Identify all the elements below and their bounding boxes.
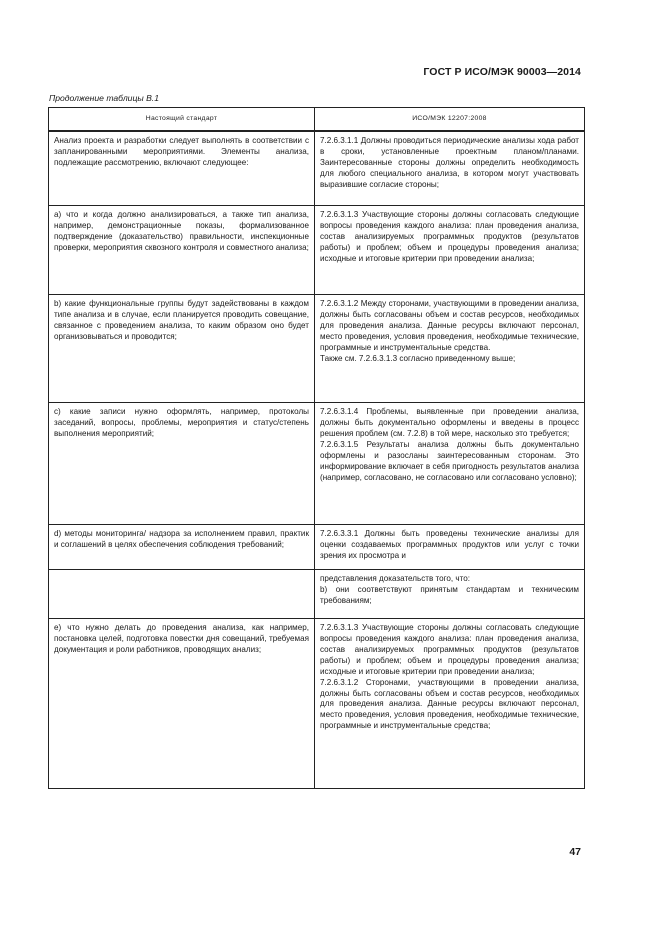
table-cell-left [49,619,315,789]
table-cell-right [315,619,585,789]
table-row [49,525,585,570]
table-caption: Продолжение таблицы В.1 [49,93,159,103]
table-cell-left [49,206,315,295]
table-cell-right [315,525,585,570]
cell-text: 7.2.6.3.1.4 Проблемы, выявленные при проведении анализа, должны быть документально оформлены и введены в процесс решения проблем (см. 7.2.8) в той мере, насколько это требуется; [320,407,579,439]
comparison-table [48,107,585,789]
cell-text: представления доказательств того, что: [320,574,471,584]
table-cell-right [315,206,585,295]
table-row [49,619,585,789]
table-row [49,206,585,295]
cell-text: 7.2.6.3.1.5 Результаты анализа должны быть документально оформлены и разосланы заинтересованным сторонам. Это информирование включает в себя пригодность результатов анализа (например, согласовано, не согласовано или согласовано условно); [320,440,579,482]
table-cell-right [315,570,585,619]
table-row [49,403,585,525]
cell-text: b) они соответствуют принятым стандартам и техническим требованиям; [320,585,579,605]
table-cell-left [49,131,315,206]
table-row [49,131,585,206]
cell-text: 7.2.6.3.1.3 Участвующие стороны должны согласовать следующие вопросы проведения каждого анализа: план проведения анализа, состав анализируемых программных продуктов (результатов работы) и проблем; объем и процедуры проведения анализа; исходные и итоговые критерии при проведении анализа; [320,623,579,676]
table-cell-left [49,295,315,403]
cell-text: 7.2.6.3.3.1 Должны быть проведены технические анализы для оценки создаваемых программных продуктов или услуг с точки зрения их просмотра и [320,529,579,561]
table-row [49,295,585,403]
cell-text: e) что нужно делать до проведения анализа, как например, постановка целей, подготовка повестки дня совещаний, требуемая документация и роли работников, проводящих анализ; [54,623,309,654]
table-cell-right [315,403,585,525]
table-cell-left [49,525,315,570]
table-cell-left [49,403,315,525]
cell-text: Также см. 7.2.6.3.1.3 согласно приведенному выше; [320,353,516,363]
cell-text: 7.2.6.3.1.2 Между сторонами, участвующими в проведении анализа, должны быть согласованы объем и состав ресурсов, необходимых для проведения анализа. Данные ресурсы включают персонал, место проведения, условия проведения, необходимые технические, программные и инструментальные средства. [320,299,579,353]
column-header-this-standard: Настоящий стандарт [49,108,315,131]
column-header-iso-12207: ИСО/МЭК 12207:2008 [315,108,585,131]
table-cell-right [315,295,585,403]
cell-text: 7.2.6.3.1.1 Должны проводиться периодические анализы хода работ в сроки, установленные проектным планом/планами. Заинтересованные стороны должны определить необходимость для любого специального анализа, в котором могут участвовать выразившие согласие стороны; [320,135,579,189]
table-header-row [49,108,585,131]
cell-text: c) какие записи нужно оформлять, например, протоколы заседаний, вопросы, проблемы, мероприятия и статус/степень выполнения мероприятий; [54,407,309,439]
cell-text: 7.2.6.3.1.3 Участвующие стороны должны согласовать следующие вопросы проведения каждого анализа: план проведения анализа, состав анализируемых программных продуктов (результатов работы) и проблем; объем и процедуры проведения анализа; исходные и итоговые критерии при проведении анализа; [320,210,579,264]
cell-text: d) методы мониторинга/ надзора за исполнением правил, практик и соглашений в целях обеспечения соблюдения требований; [54,529,309,550]
cell-text: a) что и когда должно анализироваться, а также тип анализа, например, демонстрационные показы, формализованное подтверждение (доказательство) правильности, инспекционные проверки, мероприятия сквозного контроля и совместного анализа; [54,210,309,253]
cell-text: 7.2.6.3.1.2 Сторонами, участвующими в проведении анализа, должны быть согласованы объем и состав ресурсов, необходимых для проведения анализа. Данные ресурсы включают персонал, место проведения, условия проведения, необходимые технические, программные и инструментальные средства; [320,677,579,731]
page-number: 47 [569,846,581,858]
table-cell-left [49,570,315,619]
cell-text: b) какие функциональные группы будут задействованы в каждом типе анализа и в случае, если планируется проводить совещание, связанное с проведением анализа, то каким образом оно будет организовываться и проводится; [54,299,309,342]
document-code: ГОСТ Р ИСО/МЭК 90003—2014 [423,66,581,78]
table-cell-right [315,131,585,206]
table-row [49,570,585,619]
cell-text: Анализ проекта и разработки следует выполнять в соответствии с запланированными мероприятиями. Элементы анализа, подлежащие рассмотрению, включают следующее: [54,135,309,167]
